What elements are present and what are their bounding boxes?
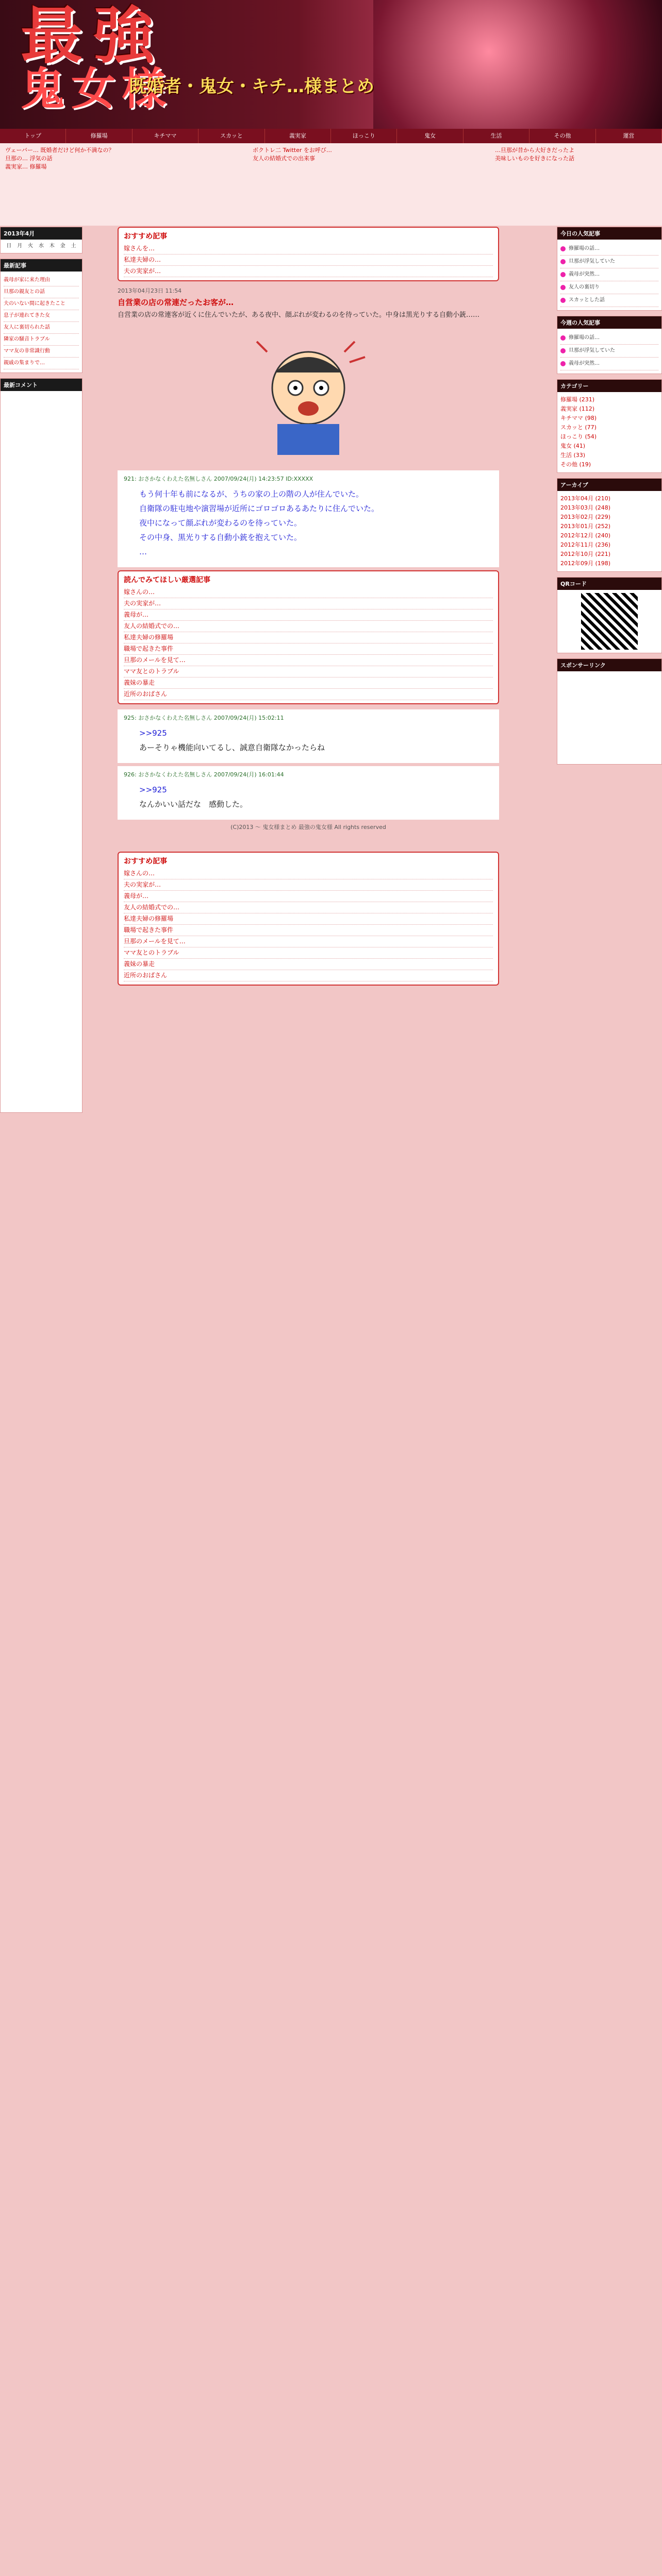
rss-item[interactable]: 親戚の集まりで… xyxy=(4,358,79,369)
box-link[interactable]: 旦那のメールを見て… xyxy=(124,655,493,666)
latest-articles-widget xyxy=(0,259,82,373)
nav-item[interactable]: ほっこり xyxy=(331,129,397,143)
archive-link[interactable]: 2012年09月 (198) xyxy=(560,560,611,567)
archive-link[interactable]: 2013年02月 (229) xyxy=(560,514,611,520)
weekday: 土 xyxy=(71,243,76,249)
logo-line2: 鬼女様 xyxy=(21,63,172,115)
box-link[interactable]: 義妹の暴走 xyxy=(124,959,493,970)
calendar-widget xyxy=(0,227,82,253)
widget-title: 最新コメント xyxy=(1,379,82,391)
box-link[interactable]: 夫の実家が… xyxy=(124,598,493,609)
comment-body: もう何十年も前になるが、うちの家の上の階の人が住んでいた。 自衛隊の駐屯地や演習場が近所にゴロゴロあるあたりに住んでいた。 夜中になって顔ぶれが変わるのを待っていた。 その中身、黒光りする自動小銃を抱えていた。 … xyxy=(139,489,379,556)
widget-title: 今週の人気記事 xyxy=(557,316,661,329)
rss-item[interactable]: 旦那の親友との話 xyxy=(4,286,79,298)
rss-item[interactable]: 夫のいない間に起きたこと xyxy=(4,298,79,310)
box-link[interactable]: 友人の結婚式での… xyxy=(124,902,493,913)
rss-item[interactable]: 隣家の騒音トラブル xyxy=(4,334,79,346)
box-link[interactable]: 職場で起きた事件 xyxy=(124,925,493,936)
header-illustration xyxy=(373,0,662,129)
qr-widget xyxy=(557,577,662,653)
comment xyxy=(118,470,499,567)
nav-item[interactable]: 修羅場 xyxy=(66,129,132,143)
box-title: おすすめ記事 xyxy=(124,232,168,241)
widget-title: 最新記事 xyxy=(1,259,82,272)
category-link[interactable]: 修羅場 (231) xyxy=(560,396,595,403)
box-link[interactable]: 近所のおばさん xyxy=(124,970,493,981)
box-link[interactable]: 私達夫婦の修羅場 xyxy=(124,913,493,925)
logo-line1: 最強 xyxy=(21,0,165,72)
popular-item[interactable]: スカッとした話 xyxy=(560,294,658,307)
weekday: 日 xyxy=(6,243,12,249)
global-nav xyxy=(0,129,662,143)
article-date: 2013年04月23日 11:54 xyxy=(118,287,182,294)
rss-item[interactable]: 友人に裏切られた話 xyxy=(4,322,79,334)
box-link[interactable]: 夫の実家が… xyxy=(124,879,493,891)
box-link[interactable]: ママ友とのトラブル xyxy=(124,947,493,959)
comment-body: >>925 なんかいい話だな 感動した。 xyxy=(139,785,248,809)
archive-link[interactable]: 2013年04月 (210) xyxy=(560,495,611,502)
box-link[interactable]: 義妹の暴走 xyxy=(124,677,493,689)
nav-item[interactable]: キチママ xyxy=(133,129,198,143)
top-link[interactable]: ボクトレ二 Twitter をお呼び… xyxy=(253,147,332,154)
nav-item[interactable]: その他 xyxy=(529,129,595,143)
box-link[interactable]: 私達夫婦の修羅場 xyxy=(124,632,493,643)
top-links-col1 xyxy=(5,146,160,171)
category-widget xyxy=(557,379,662,473)
nav-item[interactable]: トップ xyxy=(0,129,66,143)
widget-title: カテゴリー xyxy=(557,380,661,392)
comment-body: >>925 あーそりゃ機能向いてるし、誠意自衛隊なかったらね xyxy=(139,728,325,752)
qr-code-icon xyxy=(581,593,638,650)
nav-item[interactable]: 鬼女 xyxy=(397,129,463,143)
box-link[interactable]: 嫁さんを… xyxy=(124,243,493,255)
sponsor-widget xyxy=(557,658,662,765)
site-subtitle: 既婚者・鬼女・キチ…様まとめ xyxy=(129,76,374,97)
nav-item[interactable]: 義実家 xyxy=(265,129,331,143)
weekday: 月 xyxy=(17,243,23,249)
widget-title: 今日の人気記事 xyxy=(557,227,661,240)
article-lead: 自営業の店の常連客が近くに住んでいたが、ある夜中、顔ぶれが変わるのを待っていた。中身は黒光りする自動小銃…… xyxy=(118,311,480,319)
category-link[interactable]: ほっこり (54) xyxy=(560,433,597,440)
comment-header: 921: おさかなくわえた名無しさん 2007/09/24(月) 14:23:57 ID:XXXXX xyxy=(124,476,313,482)
popular-week-widget xyxy=(557,316,662,374)
archive-link[interactable]: 2013年03月 (248) xyxy=(560,504,611,511)
category-link[interactable]: 義実家 (112) xyxy=(560,405,595,412)
archive-link[interactable]: 2013年01月 (252) xyxy=(560,523,611,530)
right-sidebar xyxy=(557,227,662,770)
left-sidebar xyxy=(0,227,82,1118)
box-link[interactable]: 友人の結婚式での… xyxy=(124,621,493,632)
recommend-box xyxy=(118,227,499,281)
top-link[interactable]: ヴェーバー… 既婚者だけど何か不満なの？ xyxy=(5,147,114,154)
popular-item[interactable]: 修羅場の話… xyxy=(560,243,658,256)
archive-link[interactable]: 2012年11月 (236) xyxy=(560,541,611,548)
latest-comments-widget xyxy=(0,378,82,1113)
box-link[interactable]: 義母が… xyxy=(124,609,493,621)
box-link[interactable]: 近所のおばさん xyxy=(124,689,493,700)
popular-box-bottom xyxy=(118,852,499,986)
popular-box xyxy=(118,570,499,704)
top-links-col3 xyxy=(495,146,650,163)
box-link[interactable]: 嫁さんの… xyxy=(124,587,493,598)
popular-item[interactable]: 旦那が浮気していた xyxy=(560,345,658,358)
popular-item[interactable]: 友人の裏切り xyxy=(560,281,658,294)
weekday: 水 xyxy=(38,243,44,249)
widget-title: アーカイブ xyxy=(557,479,661,491)
rss-item[interactable]: 息子が連れてきた女 xyxy=(4,310,79,322)
archive-link[interactable]: 2012年10月 (221) xyxy=(560,551,611,557)
box-link[interactable]: 私達夫婦の… xyxy=(124,255,493,266)
site-header xyxy=(0,0,662,129)
box-link[interactable]: 職場で起きた事件 xyxy=(124,643,493,655)
box-title: 読んでみてほしい厳選記事 xyxy=(124,576,210,584)
box-link[interactable]: 嫁さんの… xyxy=(124,868,493,879)
article-illustration xyxy=(226,331,391,460)
widget-title: スポンサーリンク xyxy=(557,659,661,671)
box-link[interactable]: ママ友とのトラブル xyxy=(124,666,493,677)
top-links-col2 xyxy=(253,146,407,163)
rss-item[interactable]: ママ友の非常識行動 xyxy=(4,346,79,358)
popular-item[interactable]: 義母が突然… xyxy=(560,358,658,370)
nav-item[interactable]: 運営 xyxy=(596,129,662,143)
calendar-title: 2013年4月 xyxy=(1,227,82,240)
category-link[interactable]: 生活 (33) xyxy=(560,452,586,459)
category-link[interactable]: スカッと (77) xyxy=(560,424,597,431)
box-title: おすすめ記事 xyxy=(124,857,168,866)
weekday: 木 xyxy=(49,243,55,249)
nav-item[interactable]: 生活 xyxy=(464,129,529,143)
article-title[interactable]: 自営業の店の常連だったお客が… xyxy=(118,298,234,307)
top-link[interactable]: 義実家… 修羅場 xyxy=(5,163,47,170)
main-content xyxy=(118,227,499,991)
popular-item[interactable]: 旦那が浮気していた xyxy=(560,256,658,268)
comment xyxy=(118,709,499,763)
popular-item[interactable]: 義母が突然… xyxy=(560,268,658,281)
top-link[interactable]: 旦那の… 浮気の話 xyxy=(5,155,53,162)
comment-header: 926: おさかなくわえた名無しさん 2007/09/24(月) 16:01:44 xyxy=(124,771,284,778)
calendar-grid xyxy=(1,240,82,253)
top-link[interactable]: …旦那が昔から大好きだったよ xyxy=(495,147,574,154)
popular-item[interactable]: 修羅場の話… xyxy=(560,332,658,345)
weekday: 火 xyxy=(28,243,34,249)
archive-link[interactable]: 2012年12月 (240) xyxy=(560,532,611,539)
comment xyxy=(118,766,499,820)
widget-title: QRコード xyxy=(557,578,661,590)
popular-today-widget xyxy=(557,227,662,311)
top-link[interactable]: 美味しいものを好きになった話 xyxy=(495,155,574,162)
category-link[interactable]: キチママ (98) xyxy=(560,415,597,421)
comment-header: 925: おさかなくわえた名無しさん 2007/09/24(月) 15:02:11 xyxy=(124,715,284,721)
box-link[interactable]: 夫の実家が… xyxy=(124,266,493,277)
archive-widget xyxy=(557,478,662,572)
nav-item[interactable]: スカッと xyxy=(198,129,264,143)
weekday: 金 xyxy=(60,243,65,249)
top-link[interactable]: 友人の結婚式での出来事 xyxy=(253,155,315,162)
category-link[interactable]: 鬼女 (41) xyxy=(560,443,586,449)
top-links-bar xyxy=(0,143,662,226)
box-link[interactable]: 旦那のメールを見て… xyxy=(124,936,493,947)
category-link[interactable]: その他 (19) xyxy=(560,461,591,468)
box-link[interactable]: 義母が… xyxy=(124,891,493,902)
rss-item[interactable]: 義母が家に来た理由 xyxy=(4,275,79,286)
footer-text: (C)2013 〜 鬼女様まとめ 最強の鬼女様 All rights reserved xyxy=(230,824,386,831)
